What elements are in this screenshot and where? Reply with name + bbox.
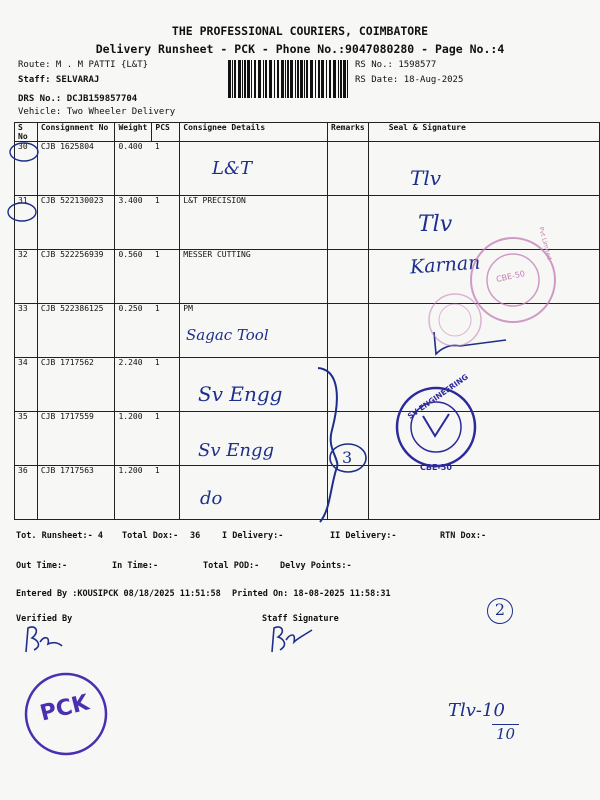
cell-sno: 36 bbox=[15, 466, 38, 520]
cell-weight: 0.250 bbox=[115, 304, 152, 358]
route-text: Route: M . M PATTI {L&T} bbox=[18, 60, 149, 70]
col-weight: Weight bbox=[115, 123, 152, 142]
printed-on: Printed On: 18-08-2025 11:58:31 bbox=[232, 589, 391, 599]
cell-sno: 34 bbox=[15, 358, 38, 412]
cell-pcs: 1 bbox=[152, 250, 180, 304]
total-runsheet: Tot. Runsheet:- 4 bbox=[16, 531, 103, 541]
cell-weight: 2.240 bbox=[115, 358, 152, 412]
col-consignment: Consignment No bbox=[37, 123, 115, 142]
cell-consignment: CJB 522256939 bbox=[37, 250, 115, 304]
company-title: THE PROFESSIONAL COURIERS, COIMBATORE bbox=[171, 24, 429, 38]
handwritten-consignee-36: do bbox=[200, 488, 223, 509]
stamp-bottom-text: CBE-50 bbox=[420, 463, 452, 472]
handwritten-sign-32: Karnan bbox=[409, 251, 482, 279]
cell-consignment: CJB 1717563 bbox=[37, 466, 115, 520]
handwritten-circle-2: 2 bbox=[487, 598, 513, 624]
stamp-top-text: SV ENGINEERING bbox=[405, 372, 470, 421]
drs-number: DRS No.: DCJB159857704 bbox=[18, 94, 138, 104]
vehicle-text: Vehicle: Two Wheeler Delivery bbox=[18, 107, 176, 117]
cell-details: MESSER CUTTING bbox=[180, 250, 328, 304]
cell-consignment: CJB 1625804 bbox=[37, 142, 115, 196]
cell-sno: 32 bbox=[15, 250, 38, 304]
col-sno: S No bbox=[15, 123, 38, 142]
cell-sno: 33 bbox=[15, 304, 38, 358]
rtn-dox: RTN Dox:- bbox=[440, 531, 487, 541]
table-header-row bbox=[15, 123, 600, 142]
handwritten-circle-3: 3 bbox=[342, 448, 353, 467]
rs-date: RS Date: 18-Aug-2025 bbox=[355, 75, 464, 85]
col-seal: Seal & Signature bbox=[368, 123, 599, 142]
staff-signature-label: Staff Signature bbox=[262, 614, 339, 624]
out-time: Out Time:- bbox=[16, 561, 68, 571]
ii-delivery: II Delivery:- bbox=[330, 531, 397, 541]
cell-pcs: 1 bbox=[152, 412, 180, 466]
cell-pcs: 1 bbox=[152, 358, 180, 412]
seal-ring-text: Pvt Limited bbox=[537, 226, 553, 261]
cell-details: L&T PRECISION bbox=[180, 196, 328, 250]
handwritten-sign-30: Tlv bbox=[410, 166, 442, 190]
in-time: In Time:- bbox=[112, 561, 159, 571]
handwritten-consignee-34: Sv Engg bbox=[198, 382, 283, 406]
staff-signature-icon bbox=[266, 620, 316, 655]
total-dox-label: Total Dox:- bbox=[122, 531, 179, 541]
staff-text: Staff: SELVARAJ bbox=[18, 75, 100, 85]
cell-sno: 35 bbox=[15, 412, 38, 466]
runsheet-title: Delivery Runsheet - PCK - Phone No.:9047080280 - Page No.:4 bbox=[95, 42, 505, 56]
handwritten-consignee-30: L&T bbox=[212, 158, 252, 179]
col-consignee: Consignee Details bbox=[180, 123, 328, 142]
verified-signature-icon bbox=[22, 622, 67, 657]
cell-pcs: 1 bbox=[152, 304, 180, 358]
cell-weight: 0.560 bbox=[115, 250, 152, 304]
cell-pcs: 1 bbox=[152, 142, 180, 196]
col-remarks: Remarks bbox=[328, 123, 369, 142]
cell-remarks bbox=[328, 142, 369, 196]
delvy-points: Delvy Points:- bbox=[280, 561, 352, 571]
cell-consignment: CJB 522386125 bbox=[37, 304, 115, 358]
handwritten-note-denominator: 10 bbox=[492, 724, 519, 743]
cell-consignment: CJB 1717562 bbox=[37, 358, 115, 412]
handwritten-consignee-33: Sagac Tool bbox=[186, 326, 269, 344]
barcode-icon bbox=[228, 60, 352, 98]
total-pod: Total POD:- bbox=[203, 561, 260, 571]
cell-sno: 30 bbox=[15, 142, 38, 196]
cell-remarks bbox=[328, 196, 369, 250]
total-dox-value: 36 bbox=[190, 531, 201, 541]
handwritten-note: Tlv-10 bbox=[448, 700, 505, 721]
cell-weight: 1.200 bbox=[115, 412, 152, 466]
brace-mark-icon bbox=[300, 360, 380, 530]
i-delivery: I Delivery:- bbox=[222, 531, 284, 541]
verified-by: Verified By bbox=[16, 614, 73, 624]
cell-pcs: 1 bbox=[152, 196, 180, 250]
handwritten-sign-31: Tlv bbox=[418, 212, 453, 237]
cell-consignment: CJB 522130023 bbox=[37, 196, 115, 250]
cell-sno: 31 bbox=[15, 196, 38, 250]
cell-details: PM bbox=[180, 304, 328, 358]
cell-consignment: CJB 1717559 bbox=[37, 412, 115, 466]
cell-details bbox=[180, 142, 328, 196]
cell-seal bbox=[368, 142, 599, 196]
circle-marks-icon bbox=[6, 140, 46, 230]
entered-by: Entered By :KOUSIPCK 08/18/2025 11:51:58 bbox=[16, 589, 221, 599]
cell-weight: 0.400 bbox=[115, 142, 152, 196]
table-row bbox=[15, 142, 600, 196]
col-pcs: PCS bbox=[152, 123, 180, 142]
cell-remarks bbox=[328, 250, 369, 304]
pck-stamp-text: PCK bbox=[37, 690, 92, 727]
cell-pcs: 1 bbox=[152, 466, 180, 520]
handwritten-consignee-35: Sv Engg bbox=[198, 440, 274, 461]
rs-number: RS No.: 1598577 bbox=[355, 60, 437, 70]
cell-weight: 1.200 bbox=[115, 466, 152, 520]
cell-remarks bbox=[328, 304, 369, 358]
company-seal-icon bbox=[425, 225, 560, 355]
seal-center-text: CBE-50 bbox=[495, 269, 526, 284]
cell-weight: 3.400 bbox=[115, 196, 152, 250]
